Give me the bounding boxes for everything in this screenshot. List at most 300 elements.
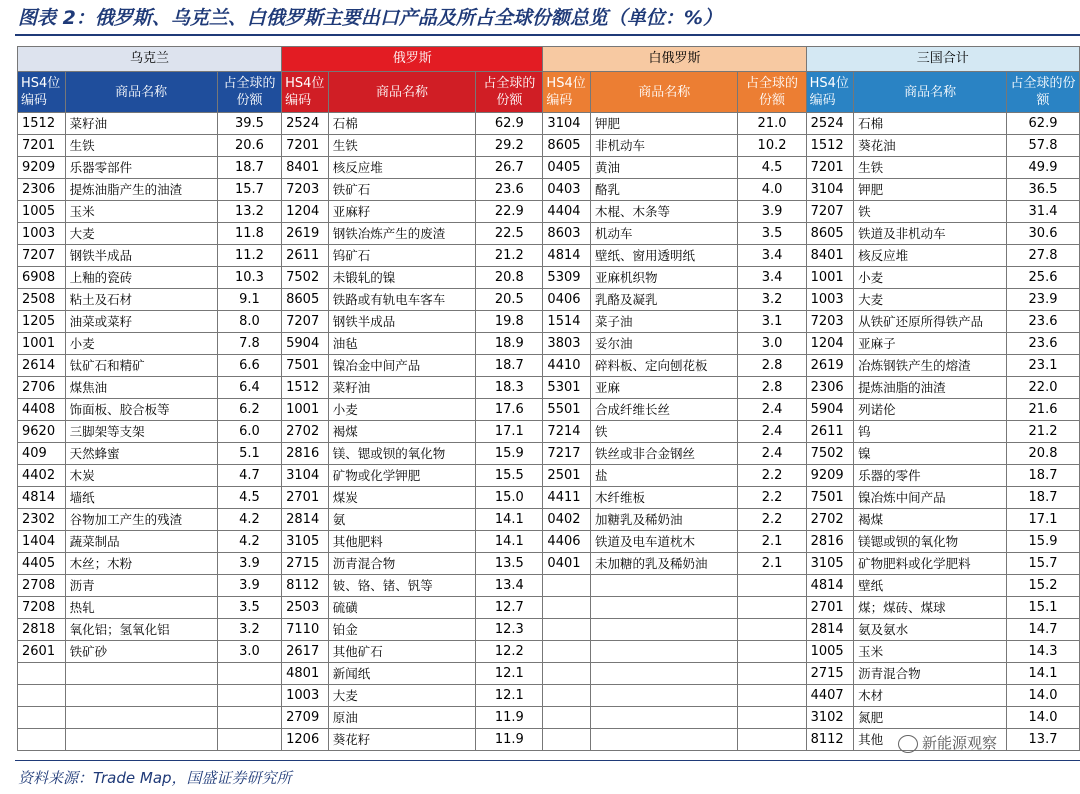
russia-share-cell: 20.8 [476, 267, 543, 289]
belarus-share-cell: 2.2 [738, 465, 806, 487]
ukraine-share-cell [217, 729, 281, 751]
russia-share-cell: 11.9 [476, 729, 543, 751]
total-share-cell: 23.6 [1007, 333, 1080, 355]
total-name-cell: 提炼油脂的油渣 [854, 377, 1007, 399]
total-code-cell: 2715 [806, 663, 854, 685]
total-name-cell: 亚麻子 [854, 333, 1007, 355]
total-share-cell: 18.7 [1007, 465, 1080, 487]
total-share-cell: 21.2 [1007, 421, 1080, 443]
ukraine-code-cell: 9620 [18, 421, 66, 443]
table-row [18, 157, 1080, 179]
belarus-share-cell: 2.2 [738, 487, 806, 509]
col-header-ukraine-share: 占全球的份额 [217, 72, 281, 113]
total-code-cell: 1204 [806, 333, 854, 355]
ukraine-name-cell [65, 685, 217, 707]
table-row [18, 707, 1080, 729]
belarus-name-cell [591, 707, 738, 729]
russia-share-cell: 18.9 [476, 333, 543, 355]
russia-name-cell: 钢铁冶炼产生的废渣 [328, 223, 475, 245]
ukraine-name-cell: 木炭 [65, 465, 217, 487]
ukraine-share-cell: 6.2 [217, 399, 281, 421]
russia-share-cell: 18.3 [476, 377, 543, 399]
russia-code-cell: 7203 [282, 179, 329, 201]
belarus-share-cell [738, 597, 806, 619]
russia-share-cell: 15.9 [476, 443, 543, 465]
belarus-share-cell: 3.4 [738, 245, 806, 267]
russia-code-cell: 2617 [282, 641, 329, 663]
russia-name-cell: 核反应堆 [328, 157, 475, 179]
russia-name-cell: 原油 [328, 707, 475, 729]
col-header-total-name: 商品名称 [854, 72, 1007, 113]
russia-code-cell: 1512 [282, 377, 329, 399]
ukraine-code-cell: 1512 [18, 113, 66, 135]
table-row [18, 487, 1080, 509]
belarus-share-cell: 2.2 [738, 509, 806, 531]
col-header-ukraine-code: HS4位编码 [18, 72, 66, 113]
total-name-cell: 铁 [854, 201, 1007, 223]
column-header-row [18, 72, 1080, 113]
ukraine-code-cell: 409 [18, 443, 66, 465]
total-share-cell: 62.9 [1007, 113, 1080, 135]
belarus-name-cell [591, 619, 738, 641]
russia-code-cell: 2816 [282, 443, 329, 465]
table-row [18, 289, 1080, 311]
russia-code-cell: 1206 [282, 729, 329, 751]
russia-share-cell: 13.4 [476, 575, 543, 597]
ukraine-name-cell: 木丝；木粉 [65, 553, 217, 575]
total-code-cell: 2702 [806, 509, 854, 531]
belarus-code-cell [543, 641, 591, 663]
total-name-cell: 其他 [854, 729, 1007, 751]
ukraine-share-cell: 3.9 [217, 575, 281, 597]
russia-share-cell: 12.1 [476, 685, 543, 707]
russia-code-cell: 2702 [282, 421, 329, 443]
group-header-row [18, 47, 1080, 72]
russia-code-cell: 8401 [282, 157, 329, 179]
ukraine-code-cell [18, 707, 66, 729]
russia-code-cell: 3104 [282, 465, 329, 487]
table-row [18, 575, 1080, 597]
total-name-cell: 冶炼钢铁产生的熔渣 [854, 355, 1007, 377]
total-name-cell: 石棉 [854, 113, 1007, 135]
belarus-code-cell: 0405 [543, 157, 591, 179]
total-name-cell: 乐器的零件 [854, 465, 1007, 487]
ukraine-code-cell [18, 685, 66, 707]
total-name-cell: 氮肥 [854, 707, 1007, 729]
belarus-name-cell: 壁纸、窗用透明纸 [591, 245, 738, 267]
belarus-code-cell: 8605 [543, 135, 591, 157]
table-row [18, 311, 1080, 333]
russia-name-cell: 镍冶金中间产品 [328, 355, 475, 377]
total-code-cell: 1512 [806, 135, 854, 157]
group-header-belarus: 白俄罗斯 [543, 47, 806, 72]
russia-share-cell: 21.2 [476, 245, 543, 267]
russia-name-cell: 钢铁半成品 [328, 311, 475, 333]
russia-name-cell: 铍、铬、锗、钒等 [328, 575, 475, 597]
belarus-name-cell: 亚麻 [591, 377, 738, 399]
belarus-name-cell: 菜子油 [591, 311, 738, 333]
total-name-cell: 木材 [854, 685, 1007, 707]
russia-code-cell: 7207 [282, 311, 329, 333]
total-share-cell: 20.8 [1007, 443, 1080, 465]
belarus-share-cell: 21.0 [738, 113, 806, 135]
total-share-cell: 27.8 [1007, 245, 1080, 267]
russia-share-cell: 12.2 [476, 641, 543, 663]
ukraine-name-cell: 大麦 [65, 223, 217, 245]
belarus-code-cell [543, 707, 591, 729]
total-code-cell: 5904 [806, 399, 854, 421]
table-row [18, 619, 1080, 641]
belarus-name-cell: 铁 [591, 421, 738, 443]
belarus-share-cell [738, 575, 806, 597]
total-share-cell: 15.9 [1007, 531, 1080, 553]
total-share-cell: 15.2 [1007, 575, 1080, 597]
total-name-cell: 氨及氨水 [854, 619, 1007, 641]
ukraine-share-cell: 10.3 [217, 267, 281, 289]
title-divider [15, 34, 1080, 36]
ukraine-name-cell [65, 729, 217, 751]
col-header-total-code: HS4位编码 [806, 72, 854, 113]
ukraine-share-cell: 6.4 [217, 377, 281, 399]
belarus-share-cell [738, 619, 806, 641]
belarus-name-cell: 加糖乳及稀奶油 [591, 509, 738, 531]
belarus-name-cell: 钾肥 [591, 113, 738, 135]
russia-name-cell: 褐煤 [328, 421, 475, 443]
table-row [18, 685, 1080, 707]
belarus-share-cell: 2.1 [738, 553, 806, 575]
ukraine-share-cell [217, 663, 281, 685]
total-name-cell: 小麦 [854, 267, 1007, 289]
belarus-name-cell: 木纤维板 [591, 487, 738, 509]
ukraine-share-cell: 3.5 [217, 597, 281, 619]
table-row [18, 663, 1080, 685]
ukraine-share-cell: 4.2 [217, 509, 281, 531]
russia-code-cell: 1204 [282, 201, 329, 223]
belarus-name-cell [591, 575, 738, 597]
total-share-cell: 13.7 [1007, 729, 1080, 751]
belarus-code-cell: 4411 [543, 487, 591, 509]
belarus-share-cell [738, 729, 806, 751]
belarus-code-cell: 4406 [543, 531, 591, 553]
ukraine-share-cell: 3.2 [217, 619, 281, 641]
total-name-cell: 从铁矿还原所得铁产品 [854, 311, 1007, 333]
russia-name-cell: 生铁 [328, 135, 475, 157]
total-share-cell: 15.1 [1007, 597, 1080, 619]
russia-share-cell: 26.7 [476, 157, 543, 179]
belarus-share-cell: 2.4 [738, 443, 806, 465]
russia-share-cell: 62.9 [476, 113, 543, 135]
russia-name-cell: 铁路或有轨电车客车 [328, 289, 475, 311]
total-share-cell: 31.4 [1007, 201, 1080, 223]
total-code-cell: 1001 [806, 267, 854, 289]
table-row [18, 201, 1080, 223]
total-share-cell: 14.0 [1007, 707, 1080, 729]
col-header-russia-code: HS4位编码 [282, 72, 329, 113]
total-share-cell: 14.3 [1007, 641, 1080, 663]
russia-name-cell: 煤炭 [328, 487, 475, 509]
belarus-name-cell: 合成纤维长丝 [591, 399, 738, 421]
total-share-cell: 14.7 [1007, 619, 1080, 641]
belarus-share-cell: 2.8 [738, 355, 806, 377]
russia-name-cell: 油毡 [328, 333, 475, 355]
belarus-share-cell [738, 707, 806, 729]
belarus-share-cell: 3.2 [738, 289, 806, 311]
total-code-cell: 3102 [806, 707, 854, 729]
total-name-cell: 葵花油 [854, 135, 1007, 157]
russia-share-cell: 22.9 [476, 201, 543, 223]
total-name-cell: 褐煤 [854, 509, 1007, 531]
watermark-text: 新能源观察 [922, 734, 998, 752]
belarus-share-cell: 2.8 [738, 377, 806, 399]
russia-code-cell: 7201 [282, 135, 329, 157]
group-header-total: 三国合计 [806, 47, 1079, 72]
belarus-name-cell: 铁道及电车道枕木 [591, 531, 738, 553]
ukraine-name-cell: 小麦 [65, 333, 217, 355]
total-code-cell: 7203 [806, 311, 854, 333]
belarus-code-cell: 5501 [543, 399, 591, 421]
figure-title: 图表 2：俄罗斯、乌克兰、白俄罗斯主要出口产品及所占全球份额总览（单位：%） [18, 7, 722, 29]
belarus-name-cell: 盐 [591, 465, 738, 487]
ukraine-code-cell: 4405 [18, 553, 66, 575]
total-name-cell: 镍 [854, 443, 1007, 465]
russia-code-cell: 5904 [282, 333, 329, 355]
total-code-cell: 2524 [806, 113, 854, 135]
belarus-code-cell: 0403 [543, 179, 591, 201]
belarus-name-cell: 乳酪及凝乳 [591, 289, 738, 311]
belarus-code-cell: 0406 [543, 289, 591, 311]
russia-name-cell: 小麦 [328, 399, 475, 421]
total-share-cell: 18.7 [1007, 487, 1080, 509]
total-code-cell: 8605 [806, 223, 854, 245]
ukraine-code-cell: 2508 [18, 289, 66, 311]
total-name-cell: 生铁 [854, 157, 1007, 179]
belarus-share-cell: 10.2 [738, 135, 806, 157]
total-share-cell: 36.5 [1007, 179, 1080, 201]
russia-code-cell: 1003 [282, 685, 329, 707]
table-row [18, 399, 1080, 421]
russia-code-cell: 2715 [282, 553, 329, 575]
table-row [18, 443, 1080, 465]
col-header-ukraine-name: 商品名称 [65, 72, 217, 113]
footer-divider [15, 760, 1080, 761]
russia-share-cell: 12.3 [476, 619, 543, 641]
watermark [898, 732, 997, 753]
russia-name-cell: 新闻纸 [328, 663, 475, 685]
table-row [18, 465, 1080, 487]
ukraine-name-cell: 乐器零部件 [65, 157, 217, 179]
total-code-cell: 8401 [806, 245, 854, 267]
table-row [18, 597, 1080, 619]
russia-share-cell: 11.9 [476, 707, 543, 729]
ukraine-share-cell: 4.5 [217, 487, 281, 509]
russia-code-cell: 4801 [282, 663, 329, 685]
russia-name-cell: 未锻轧的镍 [328, 267, 475, 289]
total-code-cell: 9209 [806, 465, 854, 487]
wechat-icon [898, 735, 918, 753]
ukraine-name-cell: 煤焦油 [65, 377, 217, 399]
russia-code-cell: 2814 [282, 509, 329, 531]
ukraine-share-cell: 8.0 [217, 311, 281, 333]
total-share-cell: 49.9 [1007, 157, 1080, 179]
russia-share-cell: 22.5 [476, 223, 543, 245]
ukraine-code-cell: 1003 [18, 223, 66, 245]
ukraine-code-cell: 1404 [18, 531, 66, 553]
ukraine-share-cell: 6.0 [217, 421, 281, 443]
belarus-code-cell: 0402 [543, 509, 591, 531]
col-header-russia-share: 占全球的份额 [476, 72, 543, 113]
belarus-name-cell: 酪乳 [591, 179, 738, 201]
russia-share-cell: 12.7 [476, 597, 543, 619]
russia-share-cell: 15.0 [476, 487, 543, 509]
export-share-table [17, 46, 1080, 751]
ukraine-share-cell: 18.7 [217, 157, 281, 179]
russia-name-cell: 葵花籽 [328, 729, 475, 751]
total-name-cell: 玉米 [854, 641, 1007, 663]
ukraine-code-cell: 4814 [18, 487, 66, 509]
ukraine-share-cell: 4.7 [217, 465, 281, 487]
table-wrapper [17, 46, 1080, 752]
belarus-share-cell [738, 685, 806, 707]
ukraine-name-cell: 饰面板、胶合板等 [65, 399, 217, 421]
belarus-code-cell [543, 685, 591, 707]
belarus-share-cell: 4.0 [738, 179, 806, 201]
belarus-code-cell [543, 575, 591, 597]
total-code-cell: 3105 [806, 553, 854, 575]
belarus-code-cell [543, 619, 591, 641]
total-name-cell: 核反应堆 [854, 245, 1007, 267]
table-body [18, 113, 1080, 751]
ukraine-share-cell [217, 685, 281, 707]
ukraine-share-cell: 6.6 [217, 355, 281, 377]
russia-name-cell: 其他肥料 [328, 531, 475, 553]
russia-name-cell: 沥青混合物 [328, 553, 475, 575]
group-header-ukraine: 乌克兰 [18, 47, 282, 72]
total-code-cell: 1003 [806, 289, 854, 311]
russia-share-cell: 18.7 [476, 355, 543, 377]
russia-code-cell: 2503 [282, 597, 329, 619]
belarus-code-cell: 4404 [543, 201, 591, 223]
table-row [18, 509, 1080, 531]
belarus-share-cell [738, 641, 806, 663]
ukraine-code-cell: 2614 [18, 355, 66, 377]
russia-name-cell: 其他矿石 [328, 641, 475, 663]
group-header-russia: 俄罗斯 [282, 47, 543, 72]
ukraine-share-cell: 7.8 [217, 333, 281, 355]
ukraine-share-cell: 4.2 [217, 531, 281, 553]
ukraine-code-cell: 4408 [18, 399, 66, 421]
ukraine-code-cell: 6908 [18, 267, 66, 289]
ukraine-code-cell: 9209 [18, 157, 66, 179]
col-header-belarus-share: 占全球的份额 [738, 72, 806, 113]
total-share-cell: 15.7 [1007, 553, 1080, 575]
table-row [18, 641, 1080, 663]
total-share-cell: 23.1 [1007, 355, 1080, 377]
russia-code-cell: 7501 [282, 355, 329, 377]
belarus-name-cell [591, 663, 738, 685]
total-name-cell: 壁纸 [854, 575, 1007, 597]
russia-name-cell: 铂金 [328, 619, 475, 641]
table-row [18, 333, 1080, 355]
belarus-share-cell: 2.4 [738, 421, 806, 443]
total-name-cell: 大麦 [854, 289, 1007, 311]
total-code-cell: 4407 [806, 685, 854, 707]
ukraine-name-cell: 钢铁半成品 [65, 245, 217, 267]
ukraine-name-cell: 粘土及石材 [65, 289, 217, 311]
total-name-cell: 矿物肥料或化学肥料 [854, 553, 1007, 575]
russia-name-cell: 亚麻籽 [328, 201, 475, 223]
ukraine-share-cell [217, 707, 281, 729]
ukraine-name-cell: 油菜或菜籽 [65, 311, 217, 333]
russia-share-cell: 20.5 [476, 289, 543, 311]
belarus-name-cell: 碎料板、定向刨花板 [591, 355, 738, 377]
ukraine-name-cell: 沥青 [65, 575, 217, 597]
ukraine-code-cell: 1001 [18, 333, 66, 355]
total-share-cell: 25.6 [1007, 267, 1080, 289]
ukraine-name-cell: 天然蜂蜜 [65, 443, 217, 465]
ukraine-code-cell [18, 663, 66, 685]
total-share-cell: 22.0 [1007, 377, 1080, 399]
belarus-name-cell [591, 641, 738, 663]
ukraine-share-cell: 20.6 [217, 135, 281, 157]
belarus-share-cell: 4.5 [738, 157, 806, 179]
belarus-code-cell: 2501 [543, 465, 591, 487]
ukraine-share-cell: 15.7 [217, 179, 281, 201]
total-name-cell: 铁道及非机动车 [854, 223, 1007, 245]
ukraine-name-cell: 热轧 [65, 597, 217, 619]
total-code-cell: 4814 [806, 575, 854, 597]
ukraine-name-cell: 墙纸 [65, 487, 217, 509]
ukraine-share-cell: 11.8 [217, 223, 281, 245]
ukraine-share-cell: 3.9 [217, 553, 281, 575]
ukraine-code-cell: 2302 [18, 509, 66, 531]
total-code-cell: 8112 [806, 729, 854, 751]
russia-share-cell: 12.1 [476, 663, 543, 685]
russia-share-cell: 17.6 [476, 399, 543, 421]
russia-name-cell: 钨矿石 [328, 245, 475, 267]
total-code-cell: 1005 [806, 641, 854, 663]
table-row [18, 135, 1080, 157]
russia-code-cell: 2701 [282, 487, 329, 509]
belarus-name-cell: 非机动车 [591, 135, 738, 157]
total-code-cell: 2619 [806, 355, 854, 377]
russia-code-cell: 3105 [282, 531, 329, 553]
table-row [18, 179, 1080, 201]
belarus-code-cell: 0401 [543, 553, 591, 575]
belarus-name-cell: 机动车 [591, 223, 738, 245]
total-name-cell: 列诺伦 [854, 399, 1007, 421]
russia-name-cell: 铁矿石 [328, 179, 475, 201]
russia-code-cell: 8112 [282, 575, 329, 597]
total-code-cell: 7201 [806, 157, 854, 179]
table-row [18, 245, 1080, 267]
ukraine-name-cell: 氧化铝；氢氧化铝 [65, 619, 217, 641]
total-code-cell: 2816 [806, 531, 854, 553]
ukraine-code-cell: 2601 [18, 641, 66, 663]
belarus-code-cell: 8603 [543, 223, 591, 245]
belarus-name-cell [591, 685, 738, 707]
ukraine-share-cell: 3.0 [217, 641, 281, 663]
total-code-cell: 2701 [806, 597, 854, 619]
col-header-russia-name: 商品名称 [328, 72, 475, 113]
belarus-name-cell [591, 729, 738, 751]
table-row [18, 223, 1080, 245]
russia-code-cell: 1001 [282, 399, 329, 421]
belarus-code-cell [543, 597, 591, 619]
belarus-name-cell: 妥尔油 [591, 333, 738, 355]
ukraine-name-cell: 铁矿砂 [65, 641, 217, 663]
belarus-share-cell: 3.1 [738, 311, 806, 333]
belarus-code-cell: 7214 [543, 421, 591, 443]
